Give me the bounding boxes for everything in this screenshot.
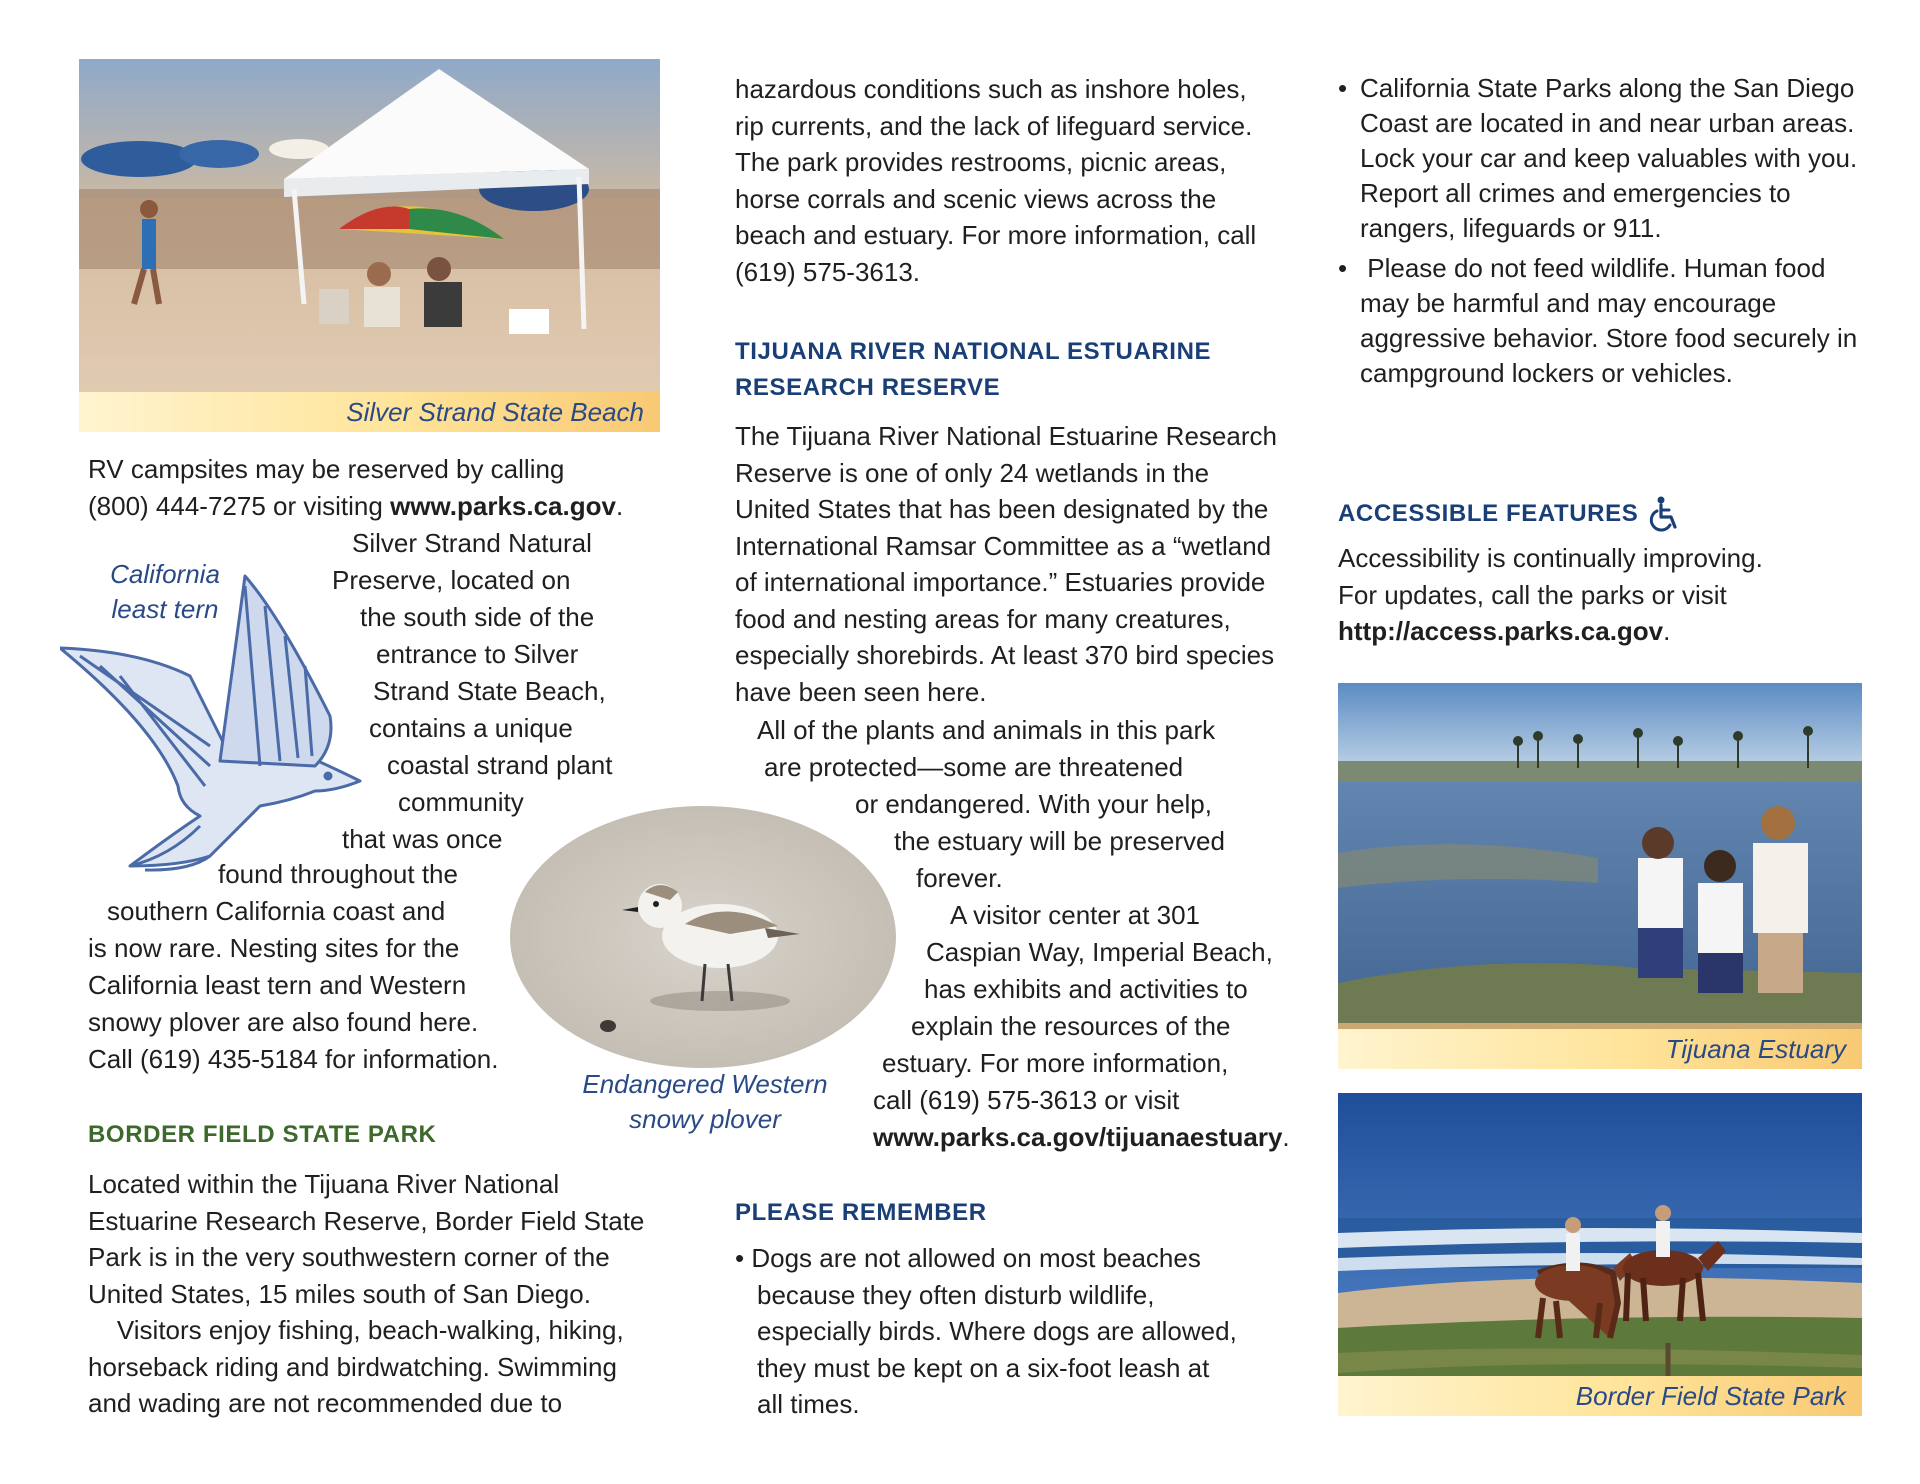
snowy-plover-photo <box>510 806 896 1068</box>
please-remember-text <box>735 1240 1295 1423</box>
tijuana-line: have been seen here. <box>735 676 987 707</box>
please-remember-heading: PLEASE REMEMBER <box>735 1199 987 1226</box>
beach-photo <box>79 59 660 432</box>
preserve-line: contains a unique <box>369 713 573 743</box>
accessibility-line-2: For updates, call the parks or visit <box>1338 579 1727 610</box>
plover-caption <box>570 1067 840 1137</box>
protected-line: A visitor center at 301 <box>950 900 1201 930</box>
rv-line-2-prefix: (800) 444-7275 or visiting <box>88 490 391 521</box>
estuary-link-suffix: . <box>1282 1122 1290 1152</box>
preserve-line: coastal strand plant <box>387 750 613 780</box>
protected-line: Caspian Way, Imperial Beach, <box>926 937 1273 967</box>
preserve-line: found throughout the <box>218 859 458 889</box>
tijuana-line: The Tijuana River National Estuarine Research <box>735 421 1277 451</box>
tijuana-estuary-link[interactable]: www.parks.ca.gov/tijuanaestuary <box>873 1122 1283 1152</box>
preserve-line: entrance to Silver <box>376 639 579 669</box>
preserve-line: that was once <box>342 824 503 854</box>
preserve-line: is now rare. Nesting sites for the <box>88 933 460 963</box>
tern-caption-line-1: California <box>110 559 220 589</box>
tijuana-heading-line-2: RESEARCH RESERVE <box>735 374 1001 401</box>
border-line: Park is in the very southwestern corner of the <box>88 1242 610 1272</box>
remember-line: they must be kept on a six-foot leash at <box>757 1352 1210 1383</box>
tijuana-line: International Ramsar Committee as a “wetland <box>735 530 1272 561</box>
protected-line: All of the plants and animals in this park <box>757 715 1216 745</box>
intro-line: (619) 575-3613. <box>735 256 921 287</box>
remember-line <box>735 1240 1295 1277</box>
accessible-features-heading <box>1338 496 1682 532</box>
safety-bullets <box>1338 71 1865 396</box>
border-field-photo-frame <box>1338 1093 1862 1416</box>
rv-line-1: RV campsites may be reserved by calling <box>88 454 565 484</box>
tijuana-estuary-caption: Tijuana Estuary <box>1338 1029 1862 1069</box>
preserve-line: Preserve, located on <box>332 565 571 595</box>
wheelchair-icon <box>1648 496 1682 532</box>
protected-line: are protected—some are threatened <box>764 752 1184 782</box>
preserve-line: southern California coast and <box>107 896 446 926</box>
border-field-caption: Border Field State Park <box>1338 1376 1862 1416</box>
silver-strand-caption: Silver Strand State Beach <box>79 392 660 432</box>
remember-line: especially birds. Where dogs are allowed, <box>757 1316 1237 1346</box>
plover-caption-line-1: Endangered Western <box>582 1069 828 1099</box>
preserve-line: community <box>398 787 524 817</box>
preserve-line: the south side of the <box>360 602 595 632</box>
snowy-plover-photo-frame <box>510 806 896 1068</box>
border-line: and wading are not recommended due to <box>88 1388 563 1418</box>
access-link-suffix: . <box>1663 616 1671 646</box>
intro-line: beach and estuary. For more information, call <box>735 220 1257 250</box>
border-field-text <box>88 1166 648 1422</box>
accessibility-line-1: Accessibility is continually improving. <box>1338 543 1763 573</box>
rv-line-2-suffix: . <box>615 490 624 521</box>
rv-campsites-text <box>88 451 648 524</box>
protected-line: forever. <box>916 863 1003 893</box>
border-line: Visitors enjoy fishing, beach-walking, hiking, <box>88 1315 624 1345</box>
protected-line: estuary. For more information, <box>882 1048 1229 1078</box>
intro-line: The park provides restrooms, picnic areas, <box>735 147 1227 177</box>
remember-line-text: Dogs are not allowed on most beaches <box>751 1243 1201 1273</box>
remember-line: all times. <box>757 1389 860 1419</box>
protected-line: has exhibits and activities to <box>924 974 1248 1004</box>
border-line: horseback riding and birdwatching. Swimming <box>88 1351 617 1382</box>
intro-line: rip currents, and the lack of lifeguard service. <box>735 110 1253 141</box>
accessibility-line-3 <box>1338 613 1858 650</box>
estuary-link-line <box>873 1119 1290 1156</box>
border-line: Located within the Tijuana River National <box>88 1169 560 1199</box>
protected-line: the estuary will be preserved <box>894 826 1225 856</box>
tern-caption <box>100 557 230 627</box>
preserve-line: California least tern and Western <box>88 970 467 1000</box>
preserve-line: Strand State Beach, <box>373 676 606 706</box>
plover-caption-line-2: snowy plover <box>629 1104 781 1134</box>
tern-caption-line-2: least tern <box>111 594 219 624</box>
accessibility-text <box>1338 540 1858 650</box>
border-field-heading: BORDER FIELD STATE PARK <box>88 1121 437 1148</box>
intro-line: hazardous conditions such as inshore holes, <box>735 74 1247 104</box>
estuary-photo <box>1338 683 1862 1069</box>
preserve-line: snowy plover are also found here. <box>88 1007 479 1037</box>
border-line: United States, 15 miles south of San Diego. <box>88 1278 591 1309</box>
protected-line: explain the resources of the <box>911 1011 1231 1041</box>
tijuana-line: Reserve is one of only 24 wetlands in the <box>735 457 1210 488</box>
preserve-line: Call (619) 435-5184 for information. <box>88 1044 499 1074</box>
preserve-line: Silver Strand Natural <box>352 528 592 558</box>
bullet-glyph: • <box>735 1243 752 1273</box>
park-intro-text <box>735 71 1295 290</box>
intro-line: horse corrals and scenic views across the <box>735 183 1217 214</box>
rv-line-2 <box>88 488 648 525</box>
silver-strand-photo-frame <box>79 59 660 432</box>
border-line: Estuarine Research Reserve, Border Field State <box>88 1205 645 1236</box>
horseback-photo <box>1338 1093 1862 1416</box>
access-parks-link[interactable]: http://access.parks.ca.gov <box>1338 616 1664 646</box>
parks-website-link[interactable]: www.parks.ca.gov <box>390 490 616 521</box>
tijuana-heading-line-1: TIJUANA RIVER NATIONAL ESTUARINE <box>735 338 1212 365</box>
protected-line: call (619) 575-3613 or visit <box>873 1085 1180 1115</box>
remember-line: because they often disturb wildlife, <box>757 1279 1155 1310</box>
safety-bullet-item: • California State Parks along the San Diego Coast are located in and near urban areas. Lock your car and keep valuables with you. Report all crimes and emergencies to rangers, lifeguards or 911. <box>1338 71 1858 246</box>
tijuana-line: especially shorebirds. At least 370 bird species <box>735 640 1275 670</box>
tijuana-line: food and nesting areas for many creatures, <box>735 603 1231 634</box>
protected-line: or endangered. With your help, <box>855 789 1212 819</box>
tijuana-estuary-photo-frame <box>1338 683 1862 1069</box>
tijuana-reserve-text <box>735 418 1295 710</box>
safety-bullet-item: • Please do not feed wildlife. Human food may be harmful and may encourage aggressive behavior. Store food securely in campground lockers or vehicles. <box>1338 251 1858 391</box>
tijuana-line: of international importance.” Estuaries provide <box>735 567 1266 597</box>
accessible-features-title: ACCESSIBLE FEATURES <box>1338 500 1639 527</box>
tijuana-line: United States that has been designated by the <box>735 494 1269 524</box>
tijuana-reserve-heading <box>735 334 1211 406</box>
